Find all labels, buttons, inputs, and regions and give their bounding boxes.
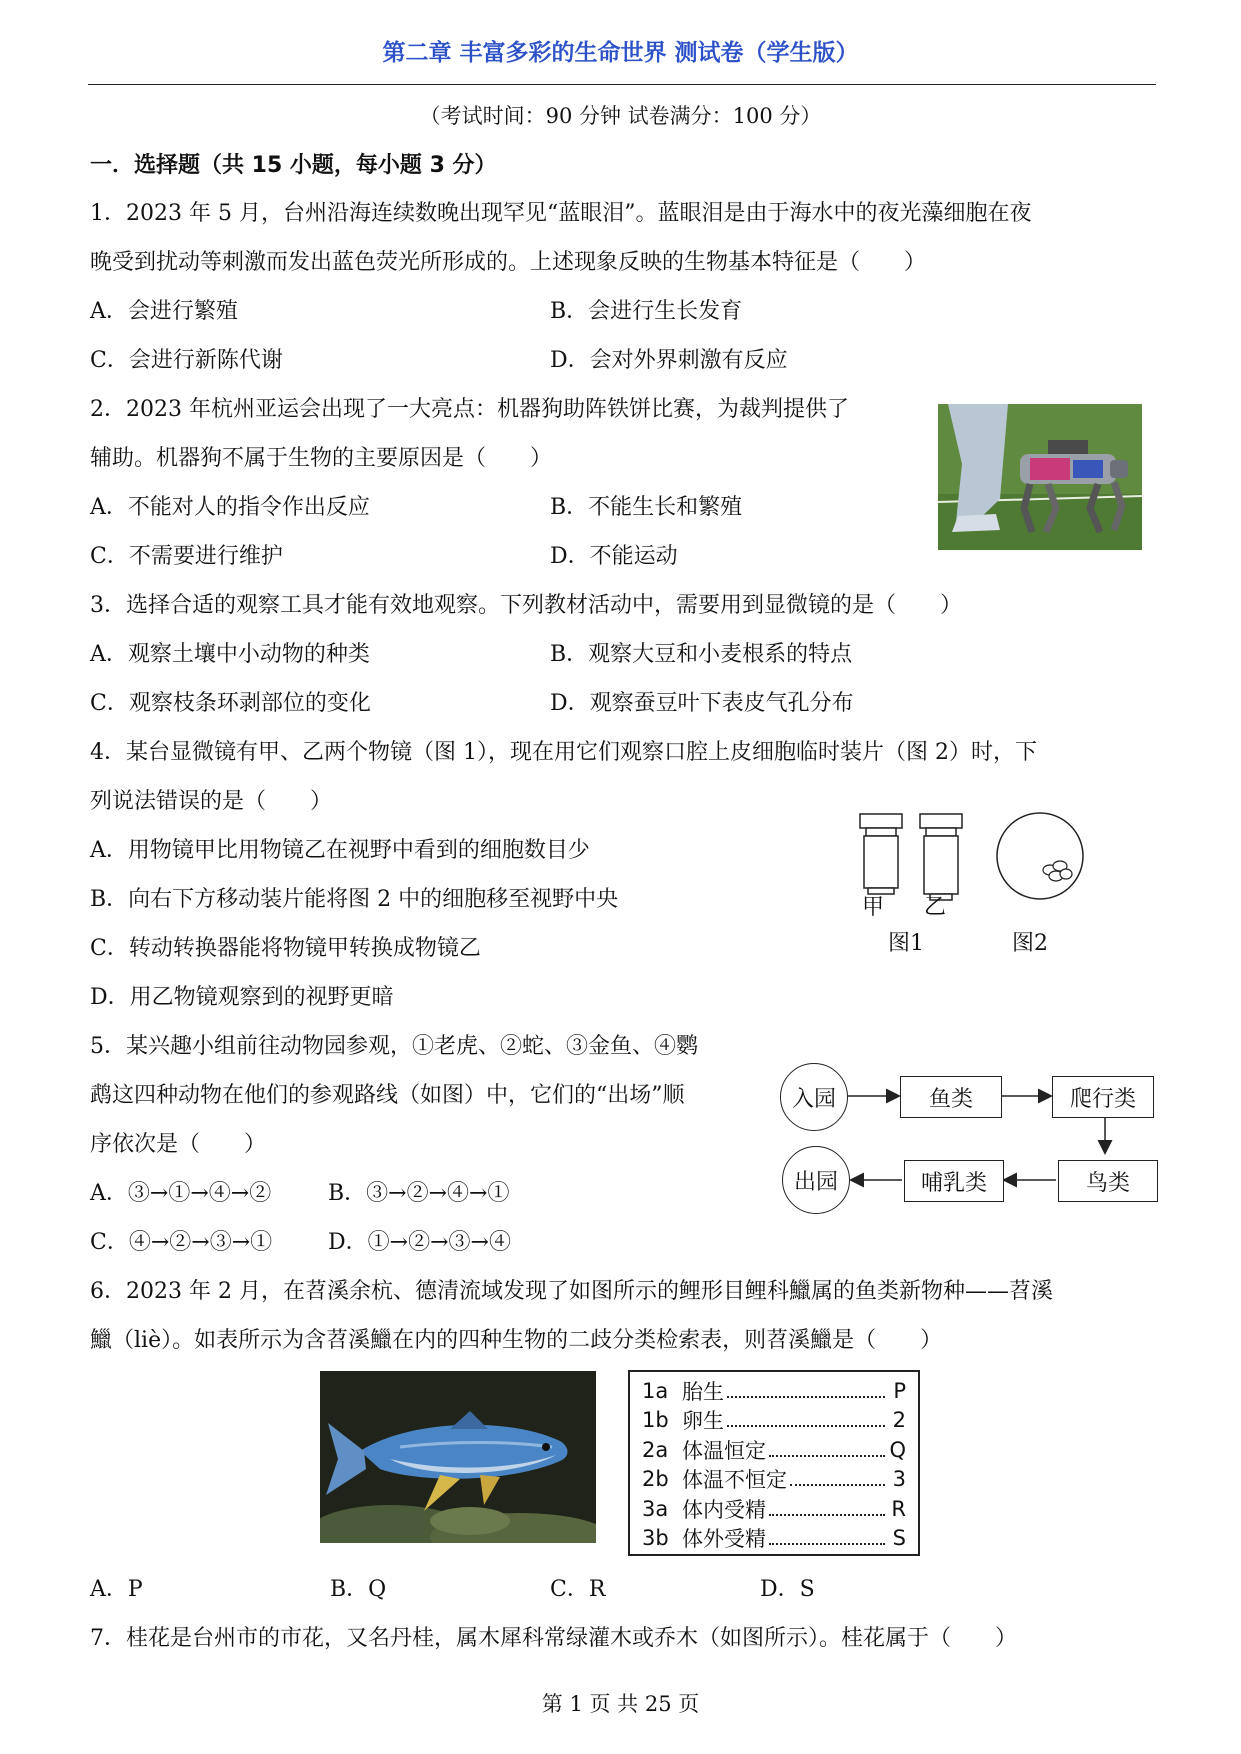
key-leader-dots [727, 1413, 885, 1427]
question-6-option-a: A．P [90, 1577, 143, 1602]
page-number: 第 1 页 共 25 页 [541, 1692, 700, 1716]
key-trait: 体内受精 [682, 1497, 766, 1522]
question-1-line-1: 1．2023 年 5 月，台州沿海连续数晚出现罕见“蓝眼泪”。蓝眼泪是由于海水中的夜光藻细胞在夜 [90, 201, 1032, 226]
question-1-option-c: C．会进行新陈代谢 [90, 348, 283, 373]
question-5-line-3: 序依次是（ ） [90, 1132, 267, 1157]
question-2-option-a: A．不能对人的指令作出反应 [90, 495, 370, 520]
question-3-option-d: D．观察蚕豆叶下表皮气孔分布 [550, 691, 854, 716]
question-4-option-c: C．转动转换器能将物镜甲转换成物镜乙 [90, 936, 481, 961]
question-2-option-d: D．不能运动 [550, 544, 678, 569]
question-3-option-b: B．观察大豆和小麦根系的特点 [550, 642, 853, 667]
robot-dog-photo [938, 404, 1142, 550]
key-result: P [893, 1378, 906, 1403]
question-5-option-b: B．③→②→④→① [328, 1181, 510, 1206]
question-2-line-2: 辅助。机器狗不属于生物的主要原因是（ ） [90, 446, 553, 471]
question-4-option-b: B．向右下方移动装片能将图 2 中的细胞移至视野中央 [90, 887, 619, 912]
question-4-option-d: D．用乙物镜观察到的视野更暗 [90, 985, 394, 1010]
question-4-option-a: A．用物镜甲比用物镜乙在视野中看到的细胞数目少 [90, 838, 590, 863]
dichotomous-key-table [628, 1370, 920, 1556]
question-2-line-1: 2．2023 年杭州亚运会出现了一大亮点：机器狗助阵铁饼比赛，为裁判提供了 [90, 397, 849, 422]
key-code: 1a [642, 1378, 669, 1403]
key-result: S [892, 1526, 906, 1551]
question-6-line-1: 6．2023 年 2 月，在苕溪余杭、德清流域发现了如图所示的鲤形目鲤科鱲属的鱼类新物种——苕溪 [90, 1279, 1053, 1304]
key-leader-dots [769, 1531, 885, 1545]
key-leader-dots [790, 1472, 885, 1486]
section-heading: 一．选择题（共 15 小题，每小题 3 分） [90, 153, 497, 178]
flow-node-mammal: 哺乳类 [904, 1160, 1004, 1202]
question-5-line-2: 鹉这四种动物在他们的参观路线（如图）中，它们的“出场”顺 [90, 1083, 685, 1108]
key-trait: 卵生 [682, 1409, 724, 1434]
question-6-option-d: D．S [760, 1577, 815, 1602]
key-code: 3b [642, 1526, 669, 1551]
key-code: 1b [642, 1408, 669, 1433]
key-code: 2b [642, 1467, 669, 1492]
lens-label-jia: 甲 [862, 895, 885, 920]
page-title: 第二章 丰富多彩的生命世界 测试卷（学生版） [382, 40, 859, 66]
key-result: Q [889, 1437, 906, 1462]
key-code: 3a [642, 1496, 669, 1521]
lens-label-yi: 乙 [924, 895, 947, 920]
key-row [642, 1465, 906, 1495]
question-6-option-b: B．Q [330, 1577, 387, 1602]
header-divider [88, 84, 1156, 85]
key-row [642, 1494, 906, 1524]
exam-info: （考试时间：90 分钟 试卷满分：100 分） [419, 104, 822, 128]
figure-1-caption: 图1 [888, 931, 924, 956]
key-row [642, 1406, 906, 1436]
key-code: 2a [642, 1437, 669, 1462]
question-2-option-c: C．不需要进行维护 [90, 544, 283, 569]
key-trait: 体外受精 [682, 1527, 766, 1552]
question-4-line-2: 列说法错误的是（ ） [90, 789, 333, 814]
question-1-line-2: 晚受到扰动等刺激而发出蓝色荧光所形成的。上述现象反映的生物基本特征是（ ） [90, 250, 927, 275]
question-3-option-c: C．观察枝条环剥部位的变化 [90, 691, 371, 716]
question-4-line-1: 4．某台显微镜有甲、乙两个物镜（图 1），现在用它们观察口腔上皮细胞临时装片（图 2）时，下 [90, 740, 1037, 765]
key-leader-dots [769, 1443, 885, 1457]
question-1-option-a: A．会进行繁殖 [90, 299, 238, 324]
key-row [642, 1524, 906, 1554]
fish-photo [320, 1371, 596, 1543]
objective-lens-figure [856, 812, 1086, 902]
question-5-line-1: 5．某兴趣小组前往动物园参观，①老虎、②蛇、③金鱼、④鹦 [90, 1034, 698, 1059]
question-1-option-b: B．会进行生长发育 [550, 299, 743, 324]
key-leader-dots [727, 1384, 885, 1398]
question-6-line-2: 鱲（liè）。如表所示为含苕溪鱲在内的四种生物的二歧分类检索表，则苕溪鱲是（ ） [90, 1328, 943, 1353]
key-row [642, 1376, 906, 1406]
flow-node-exit: 出园 [782, 1146, 850, 1214]
figure-2-caption: 图2 [1012, 931, 1048, 956]
key-row [642, 1435, 906, 1465]
question-3-line-1: 3．选择合适的观察工具才能有效地观察。下列教材活动中，需要用到显微镜的是（ ） [90, 593, 963, 618]
flow-node-bird: 鸟类 [1058, 1160, 1158, 1202]
key-trait: 体温恒定 [682, 1438, 766, 1463]
question-6-option-c: C．R [550, 1577, 606, 1602]
question-1-option-d: D．会对外界刺激有反应 [550, 348, 788, 373]
flow-node-fish: 鱼类 [900, 1076, 1002, 1118]
key-result: R [891, 1496, 906, 1521]
flow-node-reptile: 爬行类 [1052, 1076, 1154, 1118]
flow-node-enter: 入园 [780, 1063, 848, 1131]
question-2-option-b: B．不能生长和繁殖 [550, 495, 743, 520]
key-result: 3 [892, 1467, 906, 1492]
key-result: 2 [892, 1408, 906, 1433]
question-5-option-a: A．③→①→④→② [90, 1181, 272, 1206]
question-3-option-a: A．观察土壤中小动物的种类 [90, 642, 370, 667]
key-trait: 体温不恒定 [682, 1468, 787, 1493]
key-trait: 胎生 [682, 1379, 724, 1404]
key-leader-dots [769, 1502, 885, 1516]
question-5-option-c: C．④→②→③→① [90, 1230, 273, 1255]
question-5-option-d: D．①→②→③→④ [328, 1230, 511, 1255]
question-7-line-1: 7．桂花是台州市的市花，又名丹桂，属木犀科常绿灌木或乔木（如图所示）。桂花属于（ ） [90, 1626, 1018, 1651]
